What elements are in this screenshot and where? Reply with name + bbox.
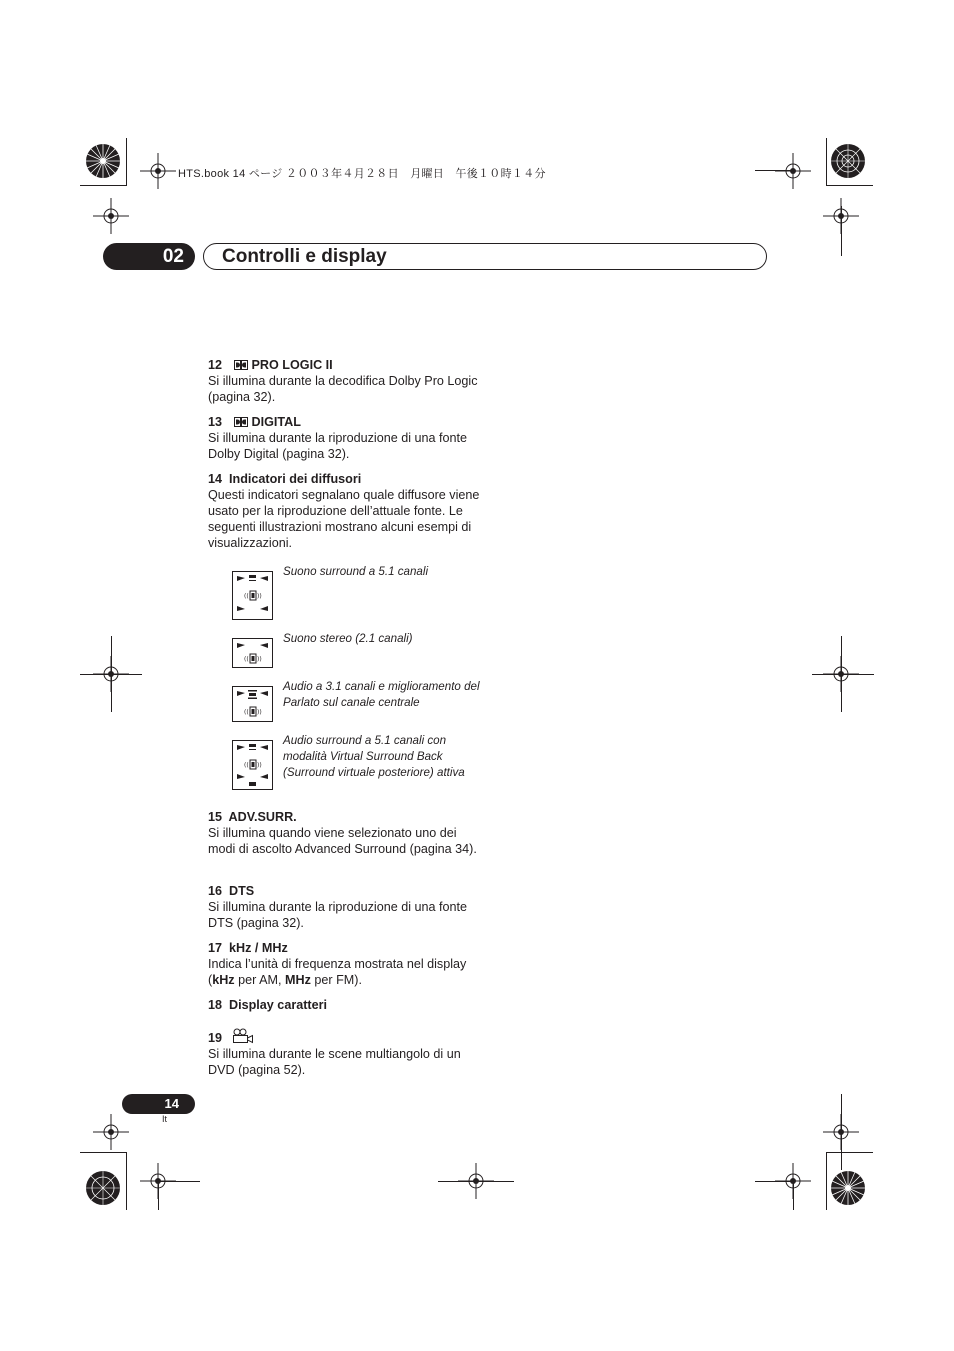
crop-line (793, 1181, 794, 1210)
item-number: 18 (208, 998, 223, 1012)
speaker-layout-icon (233, 741, 272, 789)
speaker-caption: Audio surround a 5.1 canali con modalità Virtual Surround Back (Surround virtuale posteriore) attiva (283, 734, 465, 779)
svg-text:)): )) (257, 656, 262, 663)
crop-line (826, 138, 827, 186)
text-fragment: Indica l’unità di frequenza mostrata nel display ( (208, 957, 467, 987)
item-heading (208, 357, 483, 373)
chapter-number-badge: 02 (103, 243, 195, 270)
svg-text:((: (( (244, 762, 249, 769)
item-number: 16 (208, 884, 223, 898)
item-label: DIGITAL (251, 415, 301, 429)
registration-rosette-icon (830, 1170, 866, 1206)
item-label: ADV.SURR. (228, 810, 297, 824)
svg-text:)): )) (257, 709, 262, 716)
speaker-indicator-virtual-surround-back (232, 740, 273, 790)
registration-rosette-icon (85, 1170, 121, 1206)
item-heading (208, 414, 483, 430)
speaker-layout-icon (233, 572, 272, 619)
item-number: 19 (208, 1031, 223, 1045)
item-number: 15 (208, 810, 223, 824)
text-fragment: per AM, (234, 973, 286, 987)
registration-rosette-icon (830, 143, 866, 179)
crop-line (126, 138, 127, 186)
crop-line (158, 1181, 159, 1210)
speaker-layout-icon (233, 639, 272, 667)
crop-line (80, 1152, 127, 1153)
crop-line (755, 1181, 795, 1182)
item-heading (208, 940, 483, 956)
item-number: 12 (208, 358, 223, 372)
crosshair-mark-icon (93, 1114, 129, 1150)
item-heading (208, 471, 483, 487)
item-18 (208, 997, 483, 1013)
crosshair-mark-icon (93, 198, 129, 234)
item-15 (208, 809, 483, 857)
crop-line (80, 185, 127, 186)
speaker-caption: Suono stereo (2.1 canali) (283, 632, 413, 645)
item-number: 14 (208, 472, 223, 486)
item-label: DTS (229, 884, 255, 898)
crop-line (812, 674, 874, 675)
svg-text:((: (( (244, 593, 249, 600)
item-number: 13 (208, 415, 223, 429)
dolby-double-d-icon (234, 417, 248, 427)
item-17 (208, 940, 483, 988)
chapter-title-frame (203, 243, 767, 270)
crop-line (826, 185, 873, 186)
item-12 (208, 357, 483, 405)
text-fragment: per FM). (310, 973, 362, 987)
svg-text:)): )) (257, 593, 262, 600)
registration-rosette-icon (85, 143, 121, 179)
speaker-layout-icon (233, 687, 272, 721)
crop-line (126, 1152, 127, 1210)
crop-line (160, 1181, 200, 1182)
svg-text:((: (( (244, 656, 249, 663)
item-heading (208, 809, 483, 825)
item-description: Si illumina durante le scene multiangolo di un DVD (pagina 52). (208, 1047, 461, 1077)
crosshair-mark-icon (775, 153, 811, 189)
crop-line (841, 206, 842, 256)
item-description: Si illumina durante la riproduzione di una fonte Dolby Digital (pagina 32). (208, 431, 468, 461)
multi-angle-camera-icon (232, 1028, 254, 1044)
item-description (208, 956, 483, 988)
crosshair-mark-icon (140, 153, 176, 189)
language-code: It (162, 1114, 168, 1124)
item-14 (208, 471, 483, 551)
item-16 (208, 883, 483, 931)
page-number-badge: 14 (122, 1094, 195, 1114)
svg-text:)): )) (257, 762, 262, 769)
print-header-info: HTS.book 14 ページ ２００３年４月２８日 月曜日 午後１０時１４分 (178, 168, 546, 180)
speaker-caption: Suono surround a 5.1 canali (283, 565, 429, 578)
item-19 (208, 1028, 483, 1078)
item-label: PRO LOGIC II (251, 358, 333, 372)
crop-line (841, 1094, 842, 1170)
dolby-double-d-icon (234, 360, 248, 370)
speaker-indicator-stereo (232, 638, 273, 668)
item-description: Si illumina durante la decodifica Dolby Pro Logic (pagina 32). (208, 374, 478, 404)
item-number: 17 (208, 941, 223, 955)
item-description: Questi indicatori segnalano quale diffusore viene usato per la riproduzione dell’attuale fonte. Le seguenti illustrazioni mostrano alcuni esempi di visualizzazioni. (208, 488, 480, 550)
item-heading (208, 997, 483, 1013)
mhz-unit: MHz (285, 973, 311, 987)
khz-unit: kHz (212, 973, 235, 987)
crop-line (438, 1181, 514, 1182)
speaker-indicator-3-1 (232, 686, 273, 722)
item-13 (208, 414, 483, 462)
item-label: Display caratteri (229, 998, 328, 1012)
speaker-indicator-5-1 (232, 571, 273, 620)
svg-text:((: (( (244, 709, 249, 716)
chapter-title: Controlli e display (222, 246, 387, 267)
crop-line (80, 674, 142, 675)
crop-line (755, 170, 795, 171)
speaker-caption: Audio a 3.1 canali e miglioramento del Parlato sul canale centrale (283, 680, 480, 709)
item-description: Si illumina durante la riproduzione di una fonte DTS (pagina 32). (208, 900, 468, 930)
crop-line (826, 1152, 873, 1153)
item-heading (208, 1028, 483, 1046)
item-label: kHz / MHz (229, 941, 288, 955)
item-description: Si illumina quando viene selezionato uno dei modi di ascolto Advanced Surround (pagina 34). (208, 826, 477, 856)
crop-line (826, 1152, 827, 1210)
item-label: Indicatori dei diffusori (229, 472, 362, 486)
item-heading (208, 883, 483, 899)
